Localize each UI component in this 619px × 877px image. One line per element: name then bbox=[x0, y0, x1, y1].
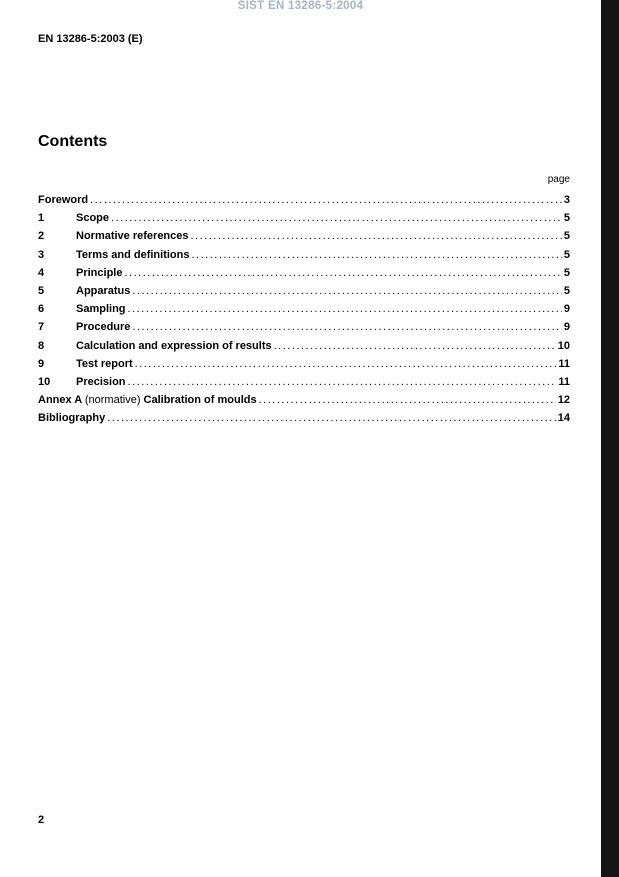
toc-entry-page: 12 bbox=[557, 394, 570, 407]
toc-entry-page: 5 bbox=[563, 285, 570, 298]
watermark-header: SIST EN 13286-5:2004 bbox=[237, 0, 364, 12]
toc-leader-dots bbox=[111, 209, 562, 227]
toc-entry-page: 5 bbox=[563, 248, 570, 261]
toc-entry-number: 3 bbox=[38, 248, 45, 261]
toc-row bbox=[38, 300, 570, 318]
page-number: 2 bbox=[38, 814, 45, 826]
toc-entry-page: 11 bbox=[558, 376, 570, 389]
toc-entry-number: 6 bbox=[38, 303, 45, 316]
toc-entry-page: 5 bbox=[563, 212, 570, 225]
toc-entry-number: 5 bbox=[38, 285, 45, 298]
toc-entry-title bbox=[38, 391, 257, 409]
contents-heading: Contents bbox=[38, 133, 108, 150]
toc-row bbox=[38, 391, 570, 409]
toc-entry-title: Apparatus bbox=[76, 285, 131, 298]
toc-entry-number: 10 bbox=[38, 376, 51, 389]
toc-row bbox=[38, 409, 570, 427]
toc-row bbox=[38, 318, 570, 336]
toc-row bbox=[38, 246, 570, 264]
toc-row bbox=[38, 191, 570, 209]
toc-row bbox=[38, 264, 570, 282]
toc-leader-dots bbox=[274, 337, 556, 355]
toc-row bbox=[38, 227, 570, 245]
toc-leader-dots bbox=[191, 246, 561, 264]
page-column-label: page bbox=[547, 174, 570, 185]
table-of-contents bbox=[38, 191, 570, 428]
toc-row bbox=[38, 373, 570, 391]
toc-entry-title: Principle bbox=[76, 266, 123, 279]
toc-leader-dots bbox=[107, 409, 556, 427]
toc-entry-number: 8 bbox=[38, 339, 45, 352]
toc-entry-page: 3 bbox=[563, 194, 570, 206]
toc-entry-page: 5 bbox=[563, 230, 570, 243]
toc-entry-title: Test report bbox=[76, 357, 133, 370]
toc-leader-dots bbox=[90, 191, 562, 209]
document-reference: EN 13286-5:2003 (E) bbox=[38, 33, 143, 45]
toc-entry-number: 9 bbox=[38, 357, 45, 370]
toc-leader-dots bbox=[259, 391, 556, 409]
toc-entry-number: 1 bbox=[38, 212, 45, 225]
toc-entry-title: Calculation and expression of results bbox=[76, 339, 272, 352]
toc-entry-page: 5 bbox=[563, 266, 570, 279]
toc-row bbox=[38, 355, 570, 373]
toc-leader-dots bbox=[191, 227, 562, 245]
toc-row bbox=[38, 209, 570, 227]
toc-title-part: (normative) bbox=[84, 394, 141, 407]
toc-entry-title: Scope bbox=[76, 212, 110, 225]
toc-entry-title: Foreword bbox=[38, 194, 89, 206]
toc-leader-dots bbox=[124, 264, 561, 282]
toc-entry-number: 7 bbox=[38, 321, 45, 334]
toc-leader-dots bbox=[128, 300, 562, 318]
toc-row bbox=[38, 337, 570, 355]
scan-edge-bar bbox=[601, 0, 619, 877]
toc-entry-title: Precision bbox=[76, 376, 126, 389]
toc-entry-title: Normative references bbox=[76, 230, 189, 243]
toc-entry-number: 2 bbox=[38, 230, 45, 243]
toc-entry-number: 4 bbox=[38, 266, 45, 279]
toc-entry-title: Sampling bbox=[76, 303, 126, 316]
toc-entry-page: 10 bbox=[557, 339, 570, 352]
toc-entry-title: Procedure bbox=[76, 321, 131, 334]
toc-title-part: Annex A bbox=[38, 394, 85, 407]
toc-entry-page: 11 bbox=[558, 357, 570, 370]
toc-entry-page: 14 bbox=[557, 412, 570, 425]
toc-leader-dots bbox=[128, 373, 557, 391]
toc-entry-page: 9 bbox=[563, 303, 570, 316]
toc-entry-title: Terms and definitions bbox=[76, 248, 190, 261]
toc-entry-title: Bibliography bbox=[38, 412, 106, 425]
toc-row bbox=[38, 282, 570, 300]
toc-title-part: Calibration of moulds bbox=[140, 394, 257, 407]
toc-leader-dots bbox=[132, 318, 561, 336]
toc-leader-dots bbox=[132, 282, 561, 300]
toc-entry-page: 9 bbox=[563, 321, 570, 334]
toc-leader-dots bbox=[135, 355, 557, 373]
